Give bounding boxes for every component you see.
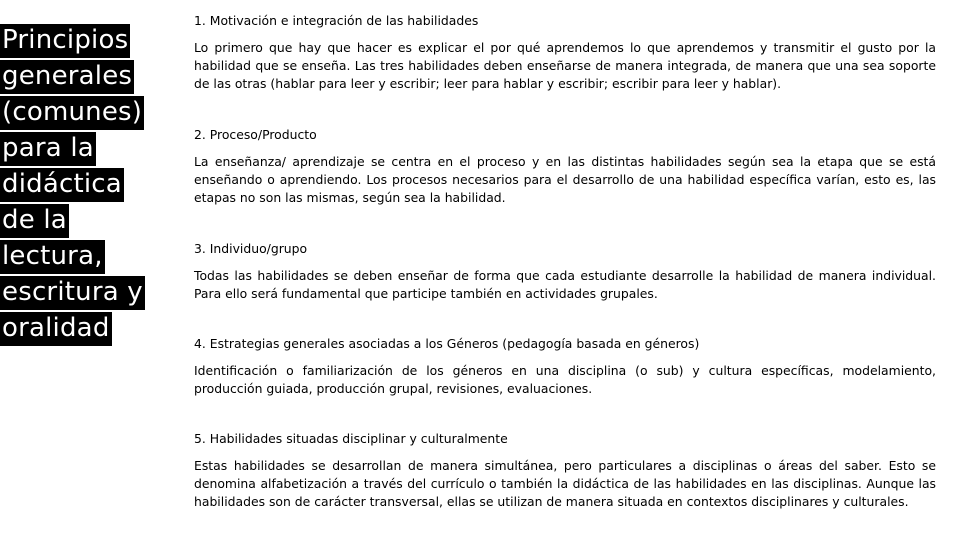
title-line: oralidad <box>0 310 140 346</box>
slide-title <box>0 22 143 346</box>
title-line: Principios <box>0 22 140 58</box>
title-line: para la <box>0 130 140 166</box>
section-heading: 5. Habilidades situadas disciplinar y culturalmente <box>194 431 508 446</box>
title-line: (comunes) <box>0 94 140 130</box>
section-process-product <box>194 126 936 206</box>
title-line: de la <box>0 202 140 238</box>
section-individual-group <box>194 240 936 303</box>
section-body: Lo primero que hay que hacer es explicar el por qué aprendemos lo que aprendemos y transmitir el gusto por la habilidad que se enseña. Las tres habilidades deben enseñarse de manera integrada, de manera que una sea soporte de las otras (hablar para leer y escribir; leer para hablar y escribir; escribir para leer y hablar). <box>194 40 936 91</box>
section-genre-strategies <box>194 335 936 398</box>
section-heading: 4. Estrategias generales asociadas a los Géneros (pedagogía basada en géneros) <box>194 336 700 351</box>
section-heading: 2. Proceso/Producto <box>194 127 317 142</box>
title-line: generales <box>0 58 140 94</box>
section-situated-skills <box>194 430 936 510</box>
section-motivation <box>194 12 936 92</box>
section-body: Estas habilidades se desarrollan de manera simultánea, pero particulares a disciplinas o áreas del saber. Esto se denomina alfabetización a través del currículo o también la didáctica de las habilidades en las disciplinas. Aunque las habilidades son de carácter transversal, ellas se utilizan de manera situada en contextos disciplinares y culturales. <box>194 458 936 509</box>
section-body: Identificación o familiarización de los géneros en una disciplina (o sub) y cultura específicas, modelamiento, producción guiada, producción grupal, revisiones, evaluaciones. <box>194 363 936 396</box>
title-line: escritura y <box>0 274 140 310</box>
section-body: La enseñanza/ aprendizaje se centra en el proceso y en las distintas habilidades según sea la etapa que se está enseñando o aprendiendo. Los procesos necesarios para el desarrollo de una habilidad específica varían, esto es, las etapas no son las mismas, según sea la habilidad. <box>194 154 936 205</box>
title-line: lectura, <box>0 238 140 274</box>
title-line: didáctica <box>0 166 140 202</box>
section-heading: 3. Individuo/grupo <box>194 241 308 256</box>
section-body: Todas las habilidades se deben enseñar de forma que cada estudiante desarrolle la habilidad de manera individual. Para ello será fundamental que participe también en actividades grupales. <box>194 268 936 301</box>
section-heading: 1. Motivación e integración de las habilidades <box>194 13 479 28</box>
